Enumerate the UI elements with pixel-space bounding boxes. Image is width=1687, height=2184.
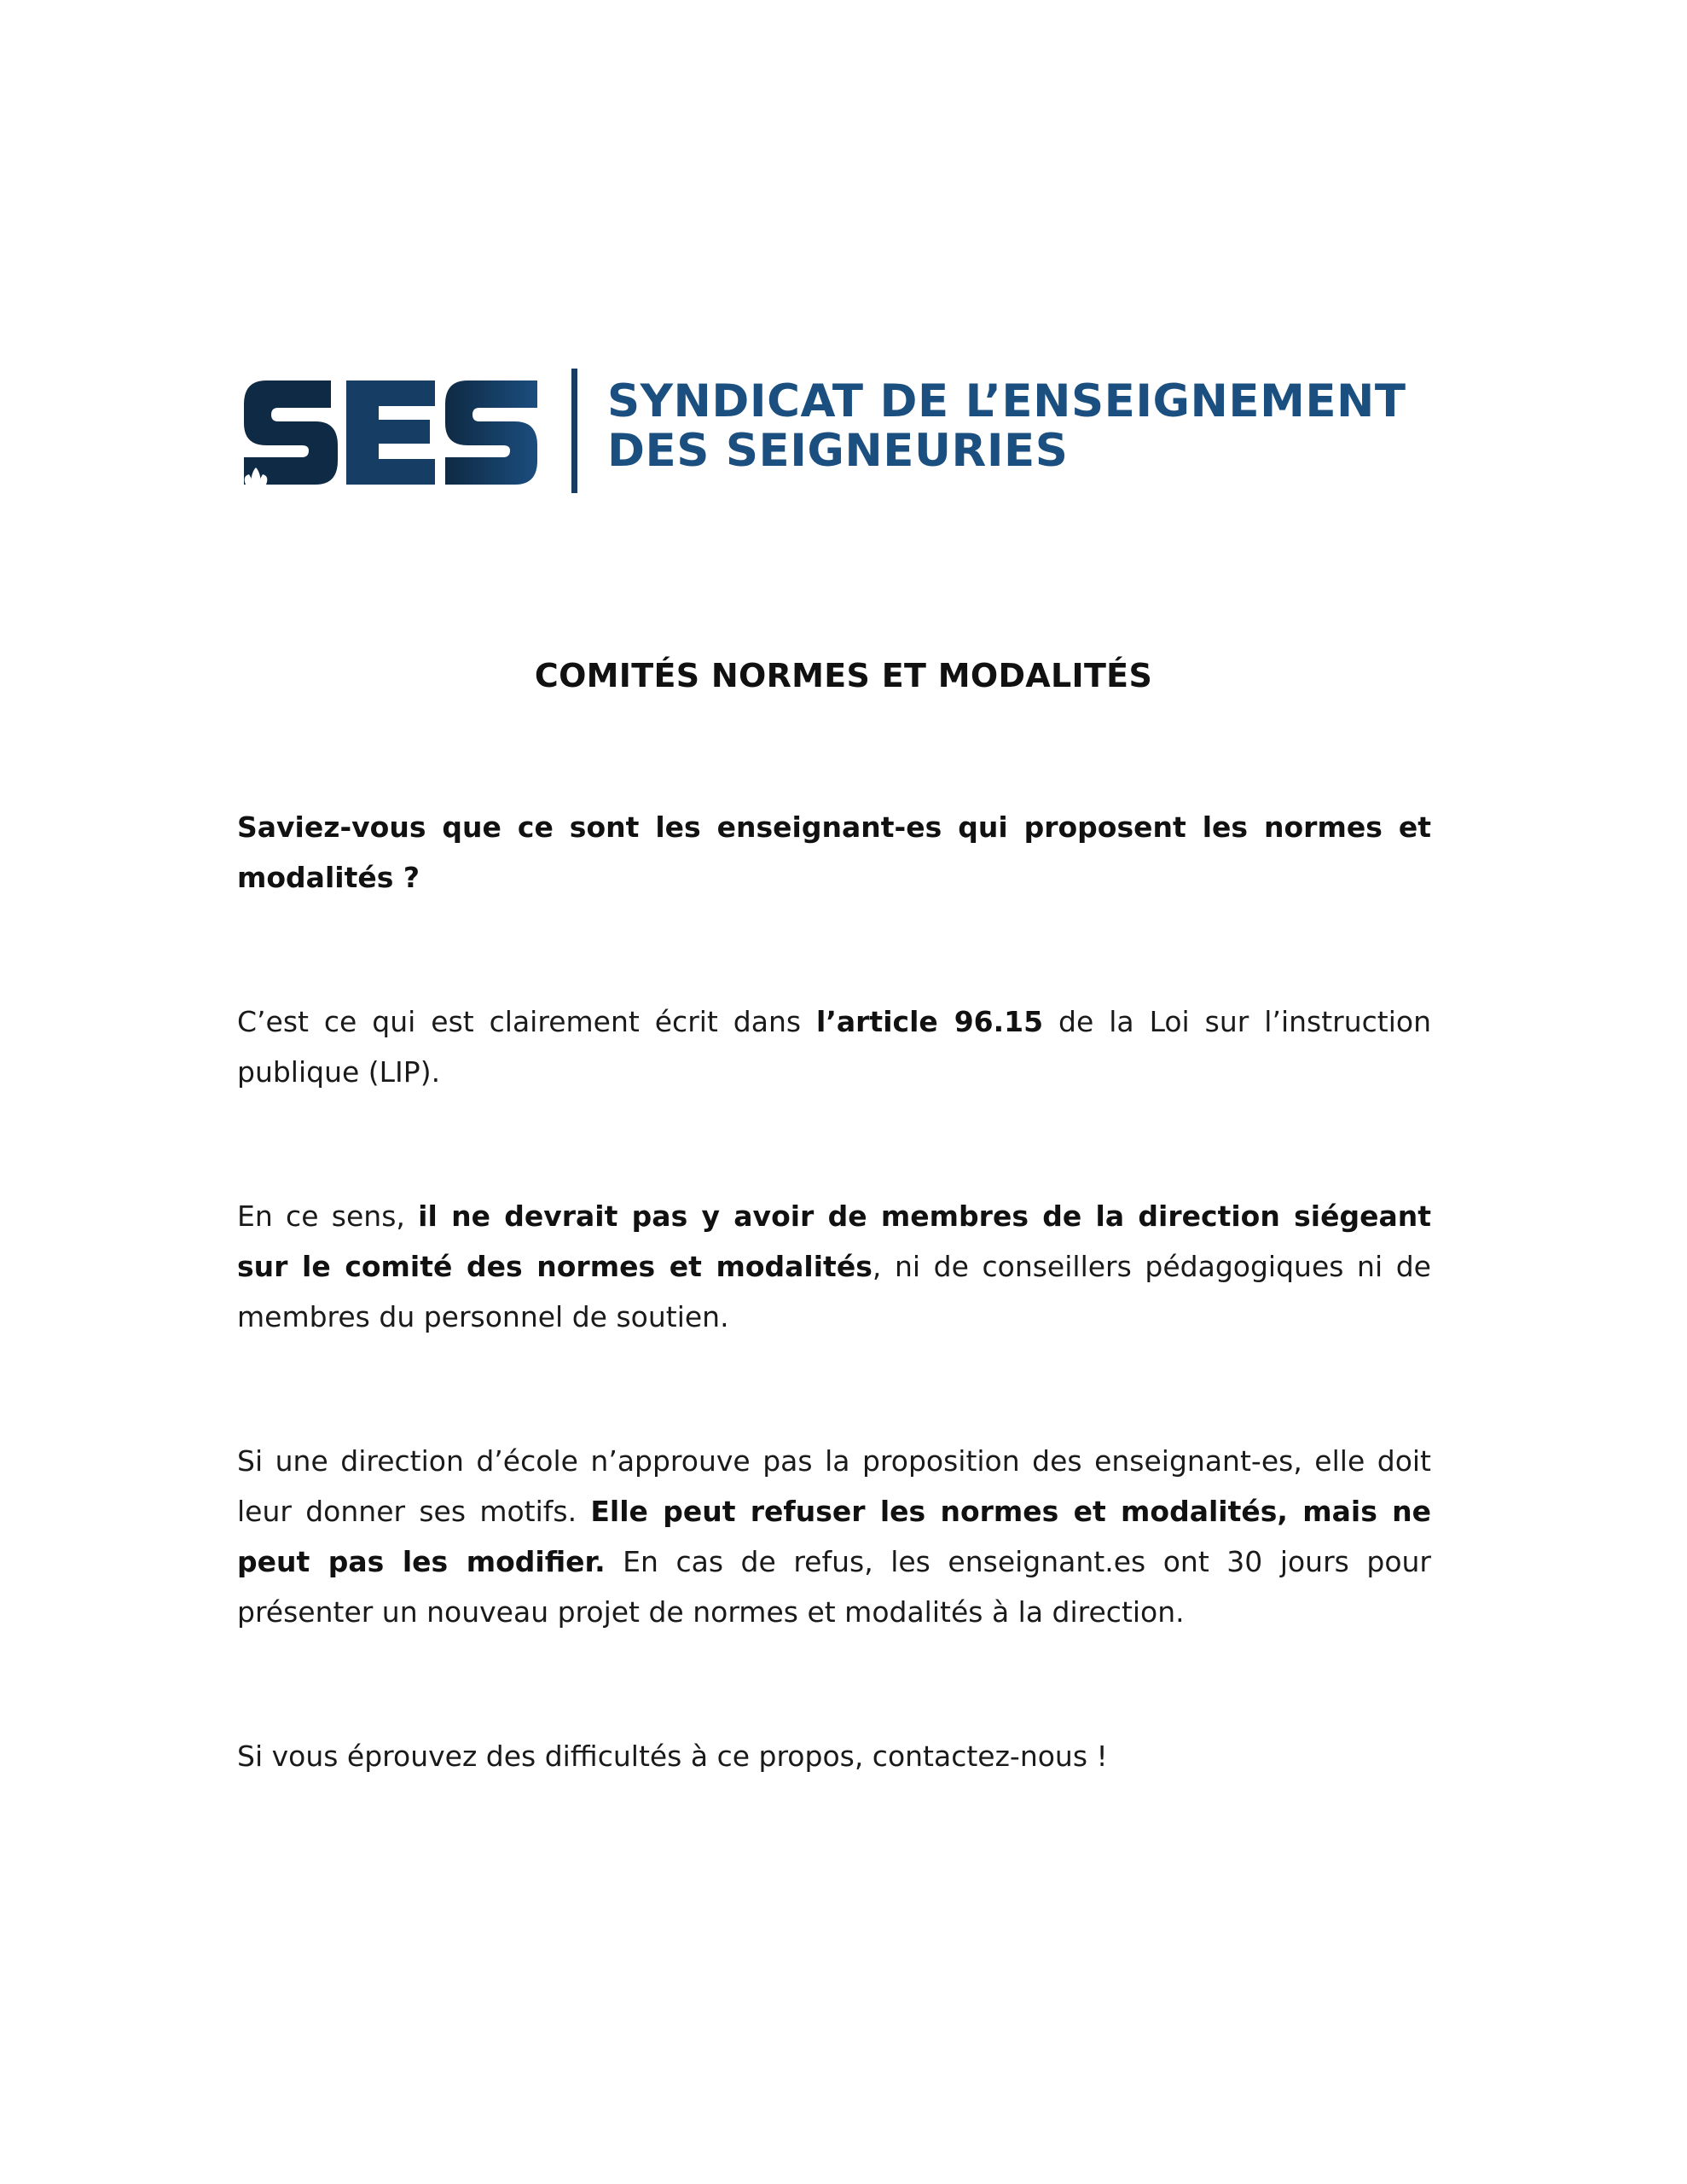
paragraph-refusal xyxy=(237,1436,1431,1637)
document-body xyxy=(237,802,1431,1781)
logo-wordmark xyxy=(607,377,1426,476)
paragraph-refusal-text-2: En cas de refus, les enseignant.es ont 30 jours pour présenter un nouveau projet de normes et modalités à la direction. xyxy=(237,1545,1431,1629)
paragraph-article-text-1: C’est ce qui est clairement écrit dans xyxy=(237,1005,817,1038)
paragraph-refusal-text-1: Si une direction d’école n’approuve pas la proposition des enseignant-es, elle doit leur donner ses motifs. xyxy=(237,1444,1431,1528)
document-title: COMITÉS NORMES ET MODALITÉS xyxy=(534,657,1153,694)
ses-logo xyxy=(237,369,1431,495)
logo-name-line1: SYNDICAT DE L’ENSEIGNEMENT xyxy=(607,375,1406,427)
article-reference: l’article 96.15 xyxy=(816,1005,1044,1038)
logo-divider xyxy=(571,369,577,493)
lead-question: Saviez-vous que ce sont les enseignant-es qui proposent les normes et modalités ? xyxy=(237,810,1431,894)
paragraph-committee-text-1: En ce sens, xyxy=(237,1199,419,1233)
paragraph-committee xyxy=(237,1191,1431,1342)
refusal-emphasis: Elle peut refuser les normes et modalités, mais ne peut pas les modifier. xyxy=(237,1495,1431,1578)
paragraph-article xyxy=(237,996,1431,1097)
logo-name-line2: DES SEIGNEURIES xyxy=(607,425,1069,477)
committee-emphasis: il ne devrait pas y avoir de membres de la direction siégeant sur le comité des normes et modalités xyxy=(237,1199,1431,1283)
paragraph-committee-text-2: , ni de conseillers pédagogiques ni de membres du personnel de soutien. xyxy=(237,1250,1431,1333)
paragraph-article-text-2: de la Loi sur l’instruction publique (LIP). xyxy=(237,1005,1431,1089)
ses-logo-mark xyxy=(237,372,544,491)
paragraph-contact: Si vous éprouvez des difficultés à ce propos, contactez-nous ! xyxy=(237,1740,1108,1773)
